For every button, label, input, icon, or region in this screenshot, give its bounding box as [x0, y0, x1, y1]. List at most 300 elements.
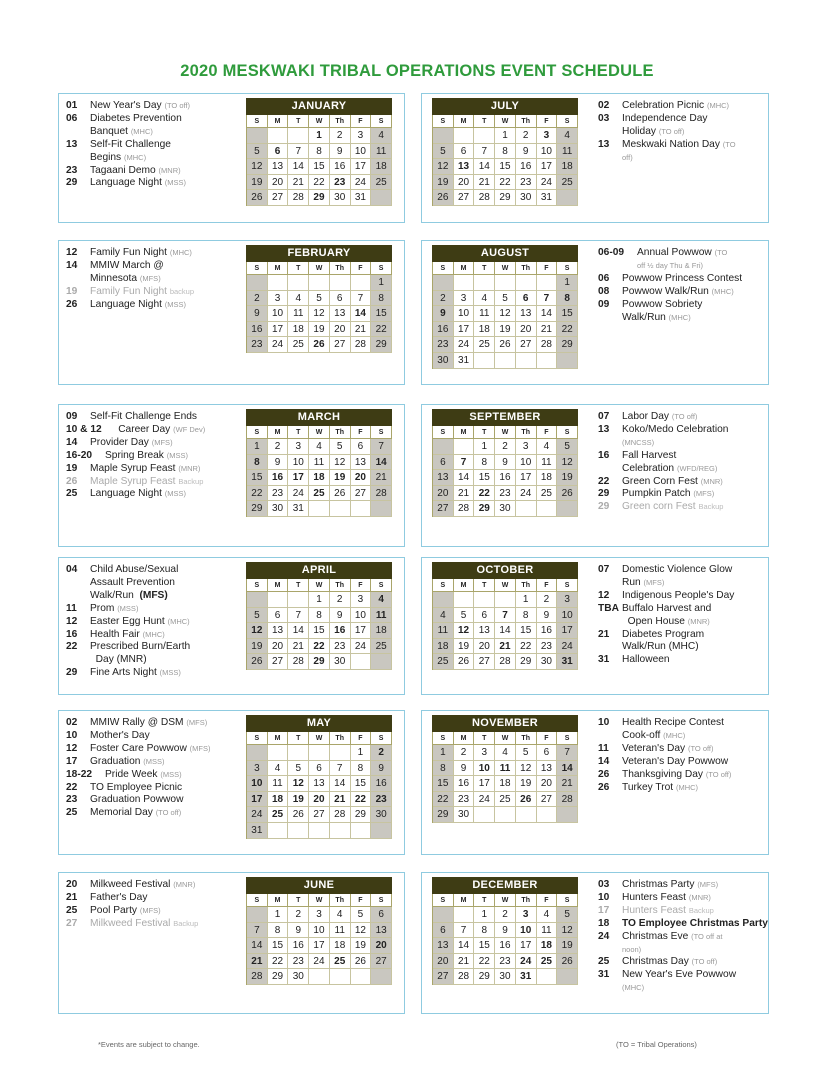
day-cell: 20 — [454, 175, 475, 191]
event-item — [598, 654, 770, 667]
event-note: (MHC) — [142, 629, 165, 639]
weekday-header: F — [351, 732, 372, 745]
empty-cell — [516, 501, 537, 517]
day-cell: 12 — [433, 159, 454, 175]
day-cell: 27 — [330, 337, 351, 353]
day-cell: 15 — [351, 776, 372, 792]
event-list — [598, 717, 770, 794]
month-calendar — [432, 409, 578, 517]
day-cell: 6 — [433, 455, 454, 471]
event-name: New Year's Eve Powwow — [622, 969, 737, 981]
day-cell: 14 — [351, 306, 372, 322]
event-date: 22 — [66, 641, 78, 653]
event-name: Pool Party — [90, 904, 137, 916]
weekday-header: Th — [330, 115, 351, 128]
event-title — [90, 260, 164, 286]
day-cell: 4 — [557, 128, 578, 144]
empty-cell — [371, 654, 392, 670]
day-cell: 6 — [516, 291, 537, 307]
month-grid — [432, 579, 578, 670]
empty-cell — [557, 353, 578, 369]
event-item — [66, 616, 248, 629]
day-cell: 4 — [433, 608, 454, 624]
event-note: (MSS) — [159, 668, 181, 678]
day-cell: 2 — [454, 745, 475, 761]
weekday-header: M — [268, 115, 289, 128]
event-title — [622, 590, 734, 603]
day-cell: 8 — [557, 291, 578, 307]
day-cell: 13 — [371, 923, 392, 939]
day-cell: 6 — [537, 745, 558, 761]
event-date: 03 — [598, 112, 610, 124]
event-title — [622, 100, 729, 113]
day-cell: 28 — [330, 807, 351, 823]
day-cell: 22 — [495, 175, 516, 191]
day-cell: 12 — [351, 923, 372, 939]
event-item — [66, 476, 248, 489]
event-item — [66, 165, 248, 178]
event-title — [90, 165, 181, 178]
event-date: 09 — [66, 411, 78, 422]
event-title — [90, 411, 197, 424]
day-cell: 24 — [351, 639, 372, 655]
event-item — [598, 247, 770, 273]
day-cell: 29 — [268, 969, 289, 985]
event-title — [622, 501, 723, 514]
weekday-header: W — [309, 894, 330, 907]
empty-cell — [247, 907, 268, 923]
day-cell: 25 — [371, 175, 392, 191]
event-list — [598, 564, 770, 667]
event-date: 16 — [598, 449, 610, 461]
day-cell: 19 — [495, 322, 516, 338]
event-item — [598, 879, 770, 892]
event-date: 19 — [66, 462, 78, 474]
event-name: Turkey Trot — [622, 781, 674, 793]
event-note: (MNR) — [178, 463, 201, 473]
event-note: Backup — [688, 905, 714, 915]
day-cell: 27 — [371, 954, 392, 970]
event-note: (MHC) — [169, 248, 192, 257]
day-cell: 4 — [288, 291, 309, 307]
day-cell: 5 — [557, 907, 578, 923]
month-name: MARCH — [246, 409, 392, 426]
event-date: 06-09 — [598, 247, 625, 258]
weekday-header: F — [537, 732, 558, 745]
day-cell: 20 — [516, 322, 537, 338]
event-note: (MFS) — [186, 718, 208, 727]
empty-cell — [433, 439, 454, 455]
day-cell: 16 — [433, 322, 454, 338]
day-cell: 22 — [351, 792, 372, 808]
event-name: Maple Syrup Feast — [90, 475, 176, 487]
event-name: MMIW March @ Minnesota — [90, 259, 164, 284]
day-cell: 2 — [495, 907, 516, 923]
event-note: (WFD/REG) — [676, 463, 718, 473]
day-cell: 14 — [371, 455, 392, 471]
event-item — [598, 501, 770, 514]
empty-cell — [557, 190, 578, 206]
empty-cell — [309, 275, 330, 291]
weekday-header: S — [557, 579, 578, 592]
day-cell: 18 — [537, 938, 558, 954]
event-date: 14 — [66, 436, 78, 448]
day-cell: 16 — [495, 938, 516, 954]
empty-cell — [433, 275, 454, 291]
day-cell: 14 — [454, 470, 475, 486]
day-cell: 15 — [268, 938, 289, 954]
weekday-header: S — [433, 894, 454, 907]
event-item — [598, 411, 770, 424]
event-date: 26 — [598, 781, 610, 793]
event-title — [105, 450, 188, 463]
event-date: 25 — [66, 904, 78, 916]
event-title — [622, 629, 704, 655]
day-cell: 9 — [247, 306, 268, 322]
day-cell: 10 — [351, 608, 372, 624]
day-cell: 10 — [537, 144, 558, 160]
day-cell: 23 — [268, 486, 289, 502]
empty-cell — [537, 353, 558, 369]
event-tag: (MFS) — [136, 589, 168, 601]
day-cell: 31 — [454, 353, 475, 369]
day-cell: 10 — [247, 776, 268, 792]
empty-cell — [268, 823, 289, 839]
day-cell: 16 — [247, 322, 268, 338]
day-cell: 2 — [495, 439, 516, 455]
day-cell: 15 — [433, 776, 454, 792]
day-cell: 6 — [433, 923, 454, 939]
event-item — [66, 424, 248, 437]
event-date: 09 — [598, 298, 610, 310]
day-cell: 27 — [537, 792, 558, 808]
event-name: Christmas Day — [622, 956, 689, 968]
day-cell: 22 — [247, 486, 268, 502]
day-cell: 24 — [557, 639, 578, 655]
event-name: Tagaani Demo — [90, 164, 156, 176]
day-cell: 2 — [537, 592, 558, 608]
month-grid — [246, 894, 392, 985]
event-title — [622, 273, 742, 286]
event-item — [598, 273, 770, 286]
day-cell: 18 — [474, 322, 495, 338]
empty-cell — [268, 275, 289, 291]
day-cell: 14 — [330, 776, 351, 792]
event-title — [622, 424, 731, 450]
day-cell: 11 — [433, 623, 454, 639]
event-title — [90, 564, 178, 603]
event-note: (MHC) — [663, 730, 686, 740]
event-title — [622, 918, 768, 931]
empty-cell — [268, 592, 289, 608]
event-date: 01 — [66, 100, 78, 111]
empty-cell — [351, 501, 372, 517]
day-cell: 5 — [454, 608, 475, 624]
event-item — [598, 756, 770, 769]
day-cell: 30 — [495, 969, 516, 985]
event-note: (MNR) — [700, 476, 723, 486]
month-name: NOVEMBER — [432, 715, 578, 732]
event-item — [66, 603, 248, 616]
day-cell: 21 — [247, 954, 268, 970]
event-date: 13 — [598, 138, 610, 150]
event-item — [66, 411, 248, 424]
event-title — [90, 139, 171, 165]
day-cell: 26 — [309, 337, 330, 353]
day-cell: 8 — [268, 923, 289, 939]
event-date: 06 — [66, 112, 78, 124]
event-title — [90, 730, 150, 743]
empty-cell — [474, 807, 495, 823]
event-name: Graduation Powwow — [90, 794, 184, 806]
day-cell: 17 — [474, 776, 495, 792]
weekday-header: W — [495, 732, 516, 745]
weekday-header: M — [268, 732, 289, 745]
empty-cell — [247, 592, 268, 608]
day-cell: 1 — [268, 907, 289, 923]
day-cell: 15 — [309, 623, 330, 639]
empty-cell — [454, 128, 475, 144]
day-cell: 3 — [309, 907, 330, 923]
day-cell: 17 — [247, 792, 268, 808]
event-date: 17 — [598, 904, 610, 916]
empty-cell — [288, 275, 309, 291]
empty-cell — [351, 969, 372, 985]
weekday-header: T — [288, 894, 309, 907]
day-cell: 21 — [454, 486, 475, 502]
event-item — [598, 956, 770, 969]
event-title — [90, 113, 182, 139]
month-calendar — [246, 715, 392, 839]
event-name: Milkweed Festival — [90, 917, 171, 929]
event-item — [66, 450, 248, 463]
month-name: JANUARY — [246, 98, 392, 115]
weekday-header: W — [309, 115, 330, 128]
month-name: DECEMBER — [432, 877, 578, 894]
empty-cell — [268, 128, 289, 144]
day-cell: 21 — [537, 322, 558, 338]
weekday-header: M — [454, 115, 475, 128]
event-title — [90, 918, 198, 931]
day-cell: 24 — [537, 175, 558, 191]
event-name: Self-Fit Challenge Begins — [90, 138, 171, 163]
event-item — [598, 100, 770, 113]
day-cell: 22 — [433, 792, 454, 808]
day-cell: 29 — [371, 337, 392, 353]
day-cell: 2 — [433, 291, 454, 307]
day-cell: 24 — [516, 954, 537, 970]
event-date: 25 — [66, 807, 78, 819]
day-cell: 12 — [516, 761, 537, 777]
day-cell: 16 — [537, 623, 558, 639]
event-item — [66, 463, 248, 476]
day-cell: 25 — [288, 337, 309, 353]
day-cell: 5 — [495, 291, 516, 307]
empty-cell — [474, 128, 495, 144]
day-cell: 2 — [288, 907, 309, 923]
day-cell: 29 — [433, 807, 454, 823]
day-cell: 1 — [474, 439, 495, 455]
day-cell: 23 — [330, 175, 351, 191]
event-date: 21 — [598, 628, 610, 640]
weekday-header: S — [371, 426, 392, 439]
event-title — [118, 424, 205, 437]
empty-cell — [454, 592, 475, 608]
event-date: 22 — [598, 475, 610, 487]
day-cell: 15 — [309, 159, 330, 175]
day-cell: 13 — [268, 159, 289, 175]
empty-cell — [309, 501, 330, 517]
event-item — [598, 488, 770, 501]
empty-cell — [330, 969, 351, 985]
day-cell: 29 — [516, 654, 537, 670]
day-cell: 5 — [516, 745, 537, 761]
day-cell: 19 — [288, 792, 309, 808]
day-cell: 6 — [371, 907, 392, 923]
day-cell: 1 — [309, 592, 330, 608]
day-cell: 23 — [495, 486, 516, 502]
day-cell: 11 — [268, 776, 289, 792]
month-name: JULY — [432, 98, 578, 115]
weekday-header: W — [495, 894, 516, 907]
day-cell: 10 — [454, 306, 475, 322]
event-date: 21 — [66, 891, 78, 903]
empty-cell — [330, 275, 351, 291]
day-cell: 11 — [474, 306, 495, 322]
day-cell: 22 — [474, 486, 495, 502]
empty-cell — [351, 275, 372, 291]
event-date: 18-22 — [66, 768, 93, 780]
day-cell: 9 — [288, 923, 309, 939]
day-cell: 8 — [433, 761, 454, 777]
day-cell: 24 — [454, 337, 475, 353]
weekday-header: T — [474, 262, 495, 275]
weekday-header: F — [537, 894, 558, 907]
weekday-header: W — [495, 262, 516, 275]
event-note: (MNR) — [158, 165, 181, 175]
event-date: 22 — [66, 781, 78, 793]
day-cell: 4 — [537, 439, 558, 455]
event-date: 29 — [598, 501, 610, 513]
day-cell: 26 — [288, 807, 309, 823]
weekday-header: Th — [330, 579, 351, 592]
day-cell: 16 — [371, 776, 392, 792]
event-item — [66, 564, 248, 603]
day-cell: 1 — [557, 275, 578, 291]
day-cell: 7 — [288, 608, 309, 624]
day-cell: 14 — [557, 761, 578, 777]
month-name: FEBRUARY — [246, 245, 392, 262]
day-cell: 3 — [537, 128, 558, 144]
weekday-header: S — [557, 262, 578, 275]
event-list — [598, 879, 770, 995]
weekday-header: S — [433, 579, 454, 592]
event-title — [90, 879, 195, 892]
day-cell: 13 — [516, 306, 537, 322]
event-name: Milkweed Festival — [90, 879, 171, 890]
day-cell: 16 — [516, 159, 537, 175]
day-cell: 7 — [288, 144, 309, 160]
empty-cell — [495, 275, 516, 291]
weekday-header: M — [268, 426, 289, 439]
empty-cell — [288, 128, 309, 144]
day-cell: 18 — [371, 623, 392, 639]
event-name: Green Corn Fest — [622, 475, 698, 487]
day-cell: 29 — [495, 190, 516, 206]
day-cell: 27 — [309, 807, 330, 823]
day-cell: 11 — [330, 923, 351, 939]
day-cell: 6 — [309, 761, 330, 777]
day-cell: 31 — [247, 823, 268, 839]
event-item — [66, 641, 248, 667]
event-date: 25 — [598, 956, 610, 968]
day-cell: 28 — [351, 337, 372, 353]
day-cell: 3 — [474, 745, 495, 761]
weekday-header: W — [309, 262, 330, 275]
day-cell: 11 — [537, 923, 558, 939]
event-name: Easter Egg Hunt — [90, 615, 165, 627]
event-item — [66, 286, 248, 299]
weekday-header: S — [433, 262, 454, 275]
weekday-header: Th — [516, 579, 537, 592]
month-calendar — [432, 562, 578, 670]
day-cell: 19 — [351, 938, 372, 954]
day-cell: 12 — [330, 455, 351, 471]
empty-cell — [288, 745, 309, 761]
event-name: Christmas Party — [622, 879, 695, 890]
weekday-header: S — [557, 426, 578, 439]
event-title — [622, 299, 702, 325]
event-date: 11 — [66, 602, 77, 614]
day-cell: 26 — [247, 654, 268, 670]
event-note: (MSS) — [160, 769, 182, 779]
event-item — [598, 286, 770, 299]
event-note: (TO off) — [164, 101, 191, 110]
day-cell: 15 — [516, 623, 537, 639]
day-cell: 12 — [495, 306, 516, 322]
event-date: 02 — [66, 717, 78, 728]
event-item — [66, 299, 248, 312]
event-note: (MNR) — [687, 616, 710, 626]
day-cell: 20 — [537, 776, 558, 792]
event-date: 12 — [66, 742, 78, 754]
weekday-header: F — [351, 115, 372, 128]
day-cell: 6 — [454, 144, 475, 160]
day-cell: 14 — [495, 623, 516, 639]
event-item — [598, 969, 770, 995]
event-title — [90, 100, 190, 113]
day-cell: 3 — [288, 439, 309, 455]
empty-cell — [247, 128, 268, 144]
event-note: (MSS) — [164, 299, 187, 309]
day-cell: 10 — [268, 306, 289, 322]
month-name: SEPTEMBER — [432, 409, 578, 426]
event-note: (MSS) — [164, 178, 187, 188]
day-cell: 21 — [454, 954, 475, 970]
day-cell: 5 — [247, 144, 268, 160]
weekday-header: T — [474, 115, 495, 128]
day-cell: 9 — [433, 306, 454, 322]
event-note: (MFS) — [189, 743, 211, 753]
weekday-header: S — [557, 115, 578, 128]
weekday-header: Th — [330, 426, 351, 439]
event-name: Celebration Picnic — [622, 100, 705, 111]
day-cell: 14 — [537, 306, 558, 322]
day-cell: 25 — [537, 486, 558, 502]
day-cell: 3 — [516, 907, 537, 923]
event-date: 07 — [598, 411, 610, 422]
weekday-header: S — [371, 262, 392, 275]
